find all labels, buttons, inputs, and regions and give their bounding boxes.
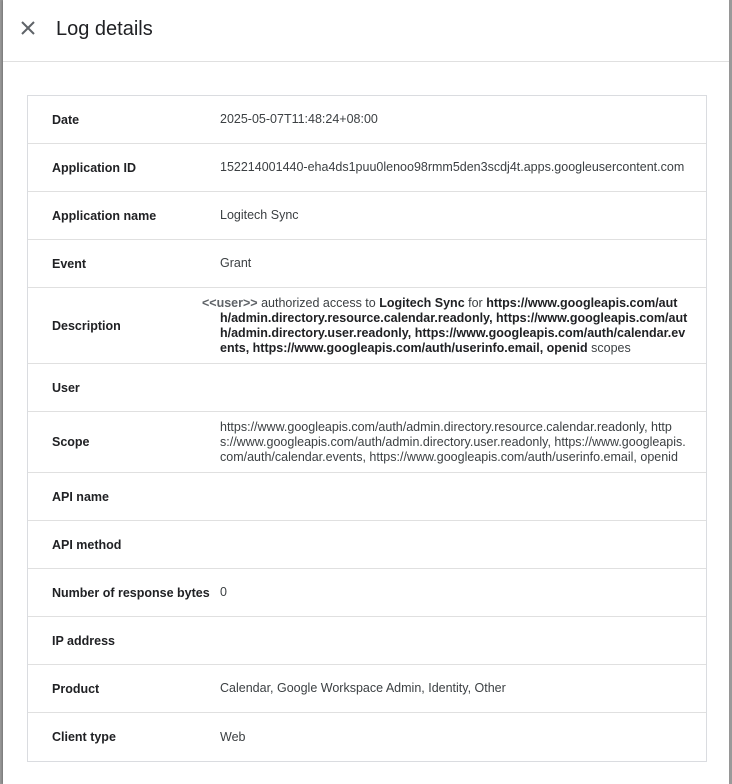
row-value: 2025-05-07T11:48:24+08:00: [220, 112, 378, 126]
row-label: Scope: [52, 435, 90, 449]
row-api-name: [28, 473, 706, 521]
row-value: https://www.googleapis.com/auth/admin.directory.resource.calendar.readonly, https://www.googleapis.com/auth/admin.directory.user.readonly, https://www.googleapis.com/auth/calendar.events, https://www.googleapis.com/auth/userinfo.email, openid: [220, 419, 686, 464]
row-label: API method: [52, 537, 122, 552]
row-scope: [28, 412, 706, 473]
row-label: Application ID: [52, 160, 137, 175]
description-text: for: [464, 295, 487, 310]
row-value: 152214001440-eha4ds1puu0lenoo98rmm5den3scdj4t.apps.googleusercontent.com: [220, 160, 685, 174]
row-ip-address: [28, 617, 706, 665]
log-details-panel: [3, 0, 729, 784]
row-value: Logitech Sync: [220, 208, 299, 222]
row-label: Client type: [52, 730, 116, 744]
row-user: [28, 364, 706, 412]
row-api-method: [28, 521, 706, 569]
log-details-table: [27, 95, 707, 762]
description-text: authorized access to: [257, 295, 380, 310]
row-response-bytes: [28, 569, 706, 617]
row-label: Description: [52, 318, 121, 333]
row-description: [28, 288, 706, 364]
page-title: Log details: [56, 18, 153, 40]
row-label: Product: [52, 681, 100, 696]
row-label: Event: [52, 256, 87, 271]
row-event: [28, 240, 706, 288]
row-label: Date: [52, 112, 80, 127]
description-scopes: https://www.googleapis.com/auth/admin.directory.resource.calendar.readonly, https://www.googleapis.com/auth/admin.directory.user.readonly, https://www.googleapis.com/auth/calendar.events, https://www.googleapis.com/auth/userinfo.email, openid: [220, 295, 688, 355]
row-application-name: [28, 192, 706, 240]
row-client-type: [28, 713, 706, 761]
row-application-id: [28, 144, 706, 192]
description-app-name: Logitech Sync: [379, 295, 465, 310]
row-value: 0: [220, 585, 227, 599]
row-value: Web: [220, 729, 246, 744]
row-label: Application name: [52, 208, 157, 223]
panel-header: [3, 0, 729, 62]
close-icon: [16, 16, 40, 40]
row-label: IP address: [52, 633, 116, 648]
row-label: User: [52, 380, 80, 395]
user-token: <<user>>: [202, 295, 258, 310]
description-text: scopes: [587, 340, 631, 355]
row-label: API name: [52, 489, 109, 504]
row-value: Grant: [220, 256, 252, 270]
row-date: [28, 96, 706, 144]
description-value: [202, 295, 706, 356]
close-button[interactable]: [16, 16, 40, 40]
row-product: [28, 665, 706, 713]
row-label: Number of response bytes: [52, 585, 210, 600]
row-value: Calendar, Google Workspace Admin, Identity, Other: [220, 681, 506, 695]
